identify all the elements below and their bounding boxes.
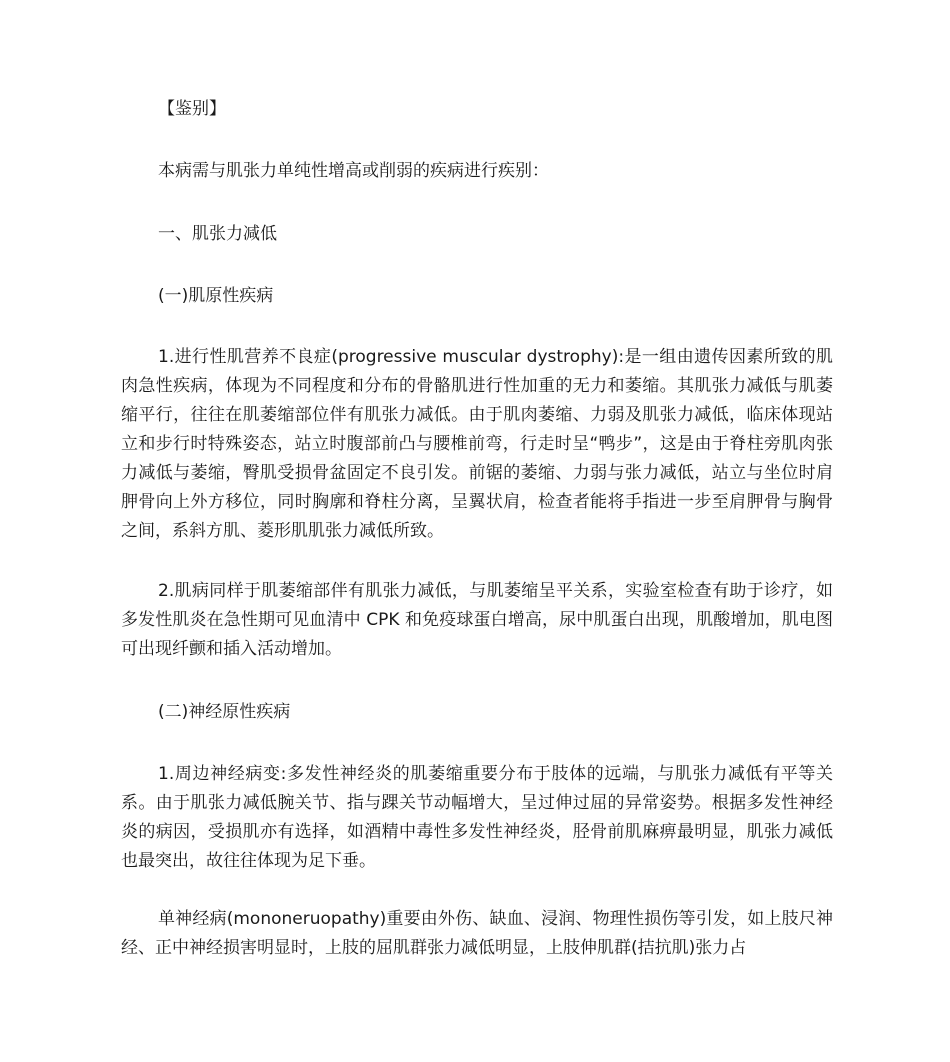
subheading-low-tone: 一、肌张力减低: [158, 224, 277, 244]
section-heading-differential: 【鉴别】: [158, 99, 226, 119]
paragraph-mononeuropathy: 单神经病(mononeruopathy)重要由外伤、缺血、浸润、物理性损伤等引发，如上肢尺神经、正中神经损害明显时，上肢的屈肌群张力减低明显，上肢伸肌群(拮抗肌)张力占: [121, 909, 833, 958]
paragraph-peripheral-neuropathy: 1.周边神经病变:多发性神经炎的肌萎缩重要分布于肢体的远端，与肌张力减低有平等关系。由于肌张力减低腕关节、指与踝关节动幅增大，呈过伸过屈的异常姿势。根据多发性神经炎的病因，受损肌亦有选择，如酒精中毒性多发性神经炎，胫骨前肌麻痹最明显，肌张力减低也最突出，故往往体现为足下垂。: [121, 764, 833, 871]
paragraph-muscular-dystrophy: 1.进行性肌营养不良症(progressive muscular dystrophy):是一组由遗传因素所致的肌肉急性疾病，体现为不同程度和分布的骨骼肌进行性加重的无力和萎缩。其肌张力减低与肌萎缩平行，往往在肌萎缩部位伴有肌张力减低。由于肌肉萎缩、力弱及肌张力减低，临床体现站立和步行时特殊姿态，站立时腹部前凸与腰椎前弯，行走时呈“鸭步”，这是由于脊柱旁肌肉张力减低与萎缩，臀肌受损骨盆固定不良引发。前锯的萎缩、力弱与张力减低，站立与坐位时肩胛骨向上外方移位，同时胸廓和脊柱分离，呈翼状肩，检查者能将手指进一步至肩胛骨与胸骨之间，系斜方肌、菱形肌肌张力减低所致。: [121, 347, 833, 541]
paragraph-myopathy: 2.肌病同样于肌萎缩部伴有肌张力减低，与肌萎缩呈平关系，实验室检查有助于诊疗，如多发性肌炎在急性期可见血清中 CPK 和免疫球蛋白增高，尿中肌蛋白出现，肌酸增加，肌电图可出现纤颤和插入活动增加。: [121, 581, 833, 659]
intro-paragraph: 本病需与肌张力单纯性增高或削弱的疾病进行疾别：: [158, 161, 549, 181]
subheading-myogenic: (一)肌原性疾病: [158, 286, 274, 306]
subheading-neurogenic: (二)神经原性疾病: [158, 702, 291, 722]
